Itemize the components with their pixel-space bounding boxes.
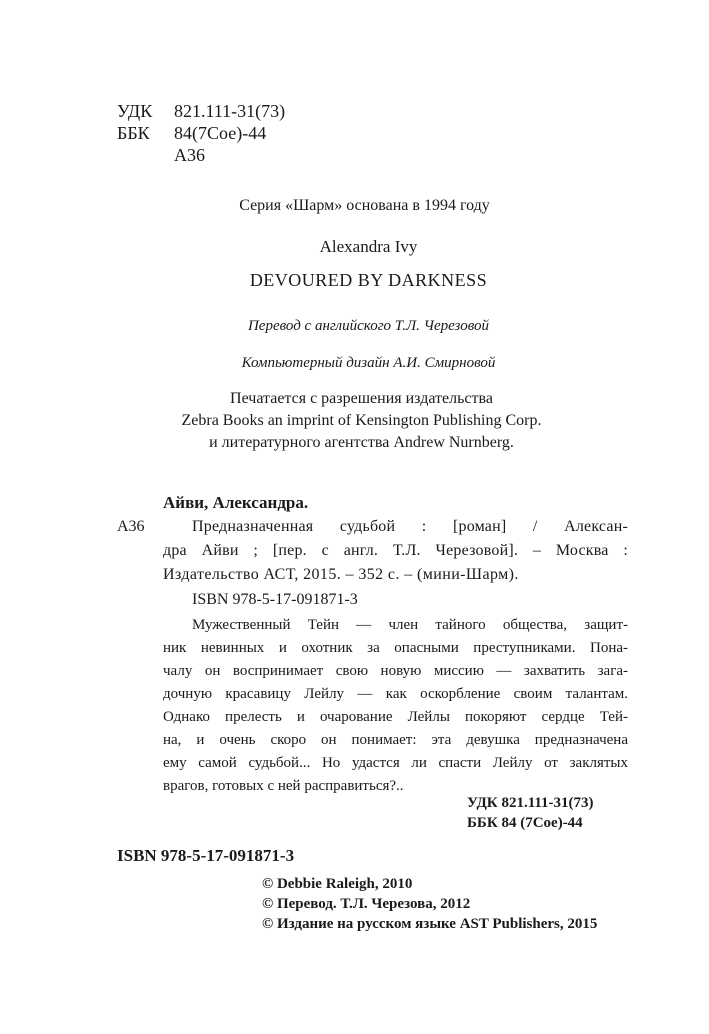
annotation-line: чалу он воспринимает свою новую миссию — захватить зага- (163, 663, 628, 679)
catalog-isbn: ISBN 978-5-17-091871-3 (192, 591, 358, 608)
annotation-line: врагов, готовых с ней расправиться?.. (163, 778, 404, 794)
catalog-heading: Айви, Александра. (163, 493, 309, 512)
annotation-line: на, и очень скоро он понимает: эта девушка предназначена (163, 732, 628, 748)
copyright-line: © Debbie Raleigh, 2010 (262, 876, 413, 892)
permission-line: и литературного агентства Andrew Nurnberg. (209, 434, 514, 451)
permission-line: Zebra Books an imprint of Kensington Publishing Corp. (181, 412, 542, 429)
copyright-line: © Издание на русском языке AST Publishers, 2015 (262, 916, 598, 932)
annotation-line: ему самой судьбой... Но удастся ли спасти Лейлу от заклятых (163, 755, 628, 771)
bbk-label: ББК (117, 123, 150, 143)
design-credit: Компьютерный дизайн А.И. Смирновой (241, 355, 496, 371)
original-author: Alexandra Ivy (319, 237, 418, 256)
author-mark: А36 (174, 145, 205, 165)
udk-label: УДК (117, 101, 153, 121)
copyright-line: © Перевод. Т.Л. Черезова, 2012 (262, 896, 471, 912)
annotation-line: дочную красавицу Лейлу — как оскорбление своим талантам. (163, 686, 628, 702)
index-udk: УДК 821.111-31(73) (467, 795, 594, 811)
index-bbk: ББК 84 (7Сое)-44 (467, 815, 583, 831)
series-note: Серия «Шарм» основана в 1994 году (239, 197, 490, 214)
permission-line: Печатается с разрешения издательства (230, 390, 493, 407)
annotation-line: Мужественный Тейн — член тайного общества, защит- (192, 617, 628, 633)
isbn-main: ISBN 978-5-17-091871-3 (117, 846, 295, 865)
catalog-mark: А36 (117, 518, 145, 535)
catalog-line: Издательство АСТ, 2015. – 352 с. – (мини-Шарм). (163, 566, 519, 583)
catalog-line: Предназначенная судьбой : [роман] / Алексан- (192, 518, 628, 535)
udk-value: 821.111-31(73) (174, 101, 286, 121)
annotation-line: ник невинных и охотник за опасными преступниками. Пона- (163, 640, 628, 656)
annotation-line: Однако прелесть и очарование Лейлы покоряют сердце Тей- (163, 709, 628, 725)
bbk-value: 84(7Сое)-44 (174, 123, 267, 143)
original-title: DEVOURED BY DARKNESS (249, 270, 488, 290)
translation-credit: Перевод с английского Т.Л. Черезовой (247, 318, 490, 334)
catalog-line: дра Айви ; [пер. с англ. Т.Л. Черезовой]. – Москва : (163, 542, 628, 559)
